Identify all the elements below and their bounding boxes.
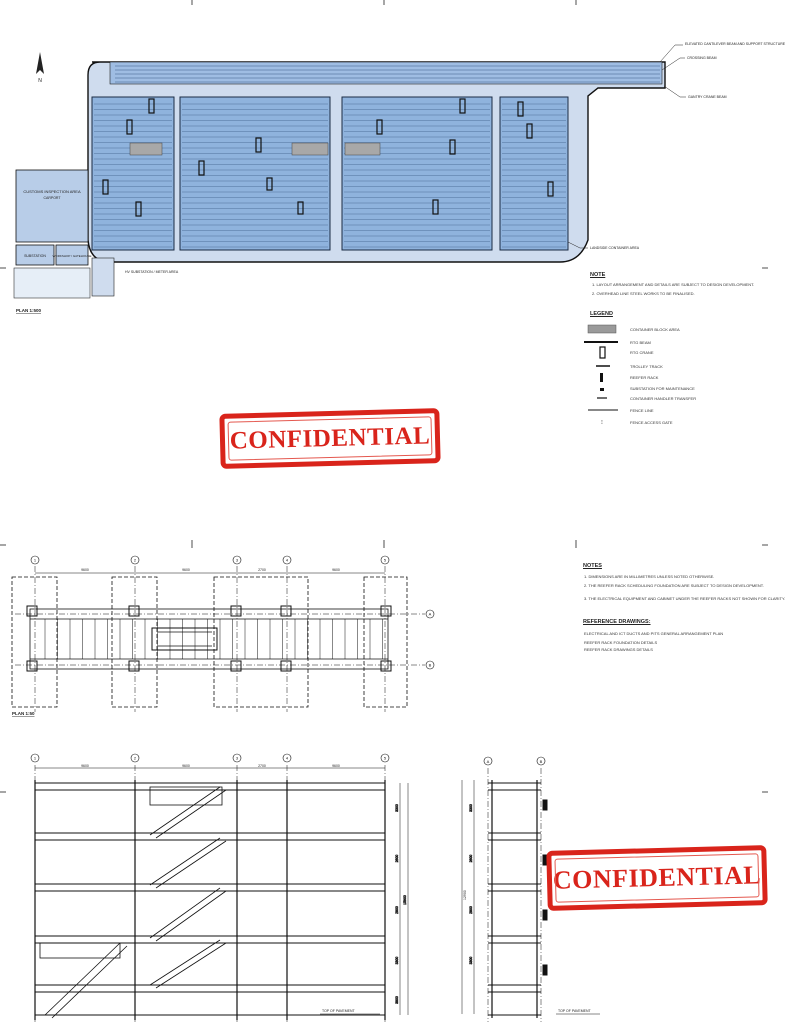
level-dim-label: 3800 (395, 996, 399, 1004)
footing-outlines (12, 577, 407, 707)
notes-mid-item: 3. THE ELECTRICAL EQUIPMENT AND CABINET UNDER THE REEFER RACKS NOT SHOWN FOR CLARITY. (584, 596, 785, 601)
row-bubbles (426, 610, 434, 669)
level-dim-label: 2800 (395, 906, 399, 914)
side-grid-b: B (539, 759, 543, 764)
legend-item-label: FENCE ACCESS GATE (630, 420, 673, 425)
side-dim-label: 2600 (469, 854, 473, 863)
legend-heading: LEGEND (590, 311, 613, 317)
spacing-label: 2700 (258, 764, 266, 768)
container-block (180, 97, 330, 250)
structure-plan (12, 566, 425, 712)
customs-label: CUSTOMS INSPECTION AREA (23, 189, 81, 194)
legend-symbols (584, 325, 618, 426)
notes-mid-heading: NOTES (583, 563, 602, 569)
structure-frame (30, 609, 388, 669)
level-dim-label: 3300 (395, 956, 399, 965)
grid-bubbles (31, 556, 389, 768)
grid-bubble-label: 2 (133, 755, 137, 761)
customs-sublabel: CARPORT (43, 196, 61, 200)
spacing-label: 9600 (182, 764, 190, 768)
level-dim-label: 3300 (395, 804, 399, 812)
reference-item: ELECTRICAL AND ICT DUCTS AND PITS GENERAL ARRANGEMENT PLAN (584, 631, 724, 636)
legend-item-label: RTG CRANE (630, 350, 654, 355)
north-arrow-icon (36, 52, 44, 84)
substation-icon (600, 388, 604, 391)
stair-landings (40, 787, 222, 958)
side-dim-label: 3300 (469, 804, 473, 812)
grid-bubble-label: 5 (383, 755, 387, 761)
plan-title: PLAN 1:500 (16, 308, 42, 313)
spacing-label: 9600 (81, 568, 89, 572)
container-block (500, 97, 568, 250)
workshop-label: WORKSHOP / GATEHOUSE (52, 254, 92, 258)
reference-item: REEFER RACK DRAWINGS DETAILS (584, 647, 653, 652)
total-dim-label: 15900 (403, 895, 407, 905)
grid-bubble-label: 3 (235, 755, 239, 761)
grid-bubble-label: 2 (133, 557, 137, 563)
elev-levels (35, 783, 385, 1015)
legend-item-label: REEFER RACK (630, 375, 659, 380)
grid-bubble-label: 4 (285, 557, 289, 563)
hv-yard (92, 258, 114, 296)
spacing-label: 9600 (332, 764, 340, 768)
hv-label: HV SUBSTATION / METER AREA (125, 270, 179, 274)
container-block (342, 97, 492, 250)
spacing-label: 9600 (81, 764, 89, 768)
confidential-stamp: CONFIDENTIAL (219, 408, 440, 469)
side-dim-label: 2800 (469, 906, 473, 914)
grid-bubble-label: 3 (235, 557, 239, 563)
row-bubble-label: B (428, 662, 432, 668)
site-plan (14, 42, 785, 313)
legend-item-label: CONTAINER HANDLER TRANSFER (630, 396, 697, 401)
grid-bubble-label: 1 (33, 557, 37, 563)
reference-heading: REFERENCE DRAWINGS: (583, 619, 651, 625)
row-bubble-label: A (428, 611, 432, 617)
legend-item-label: SUBSTATION FOR MAINTENANCE (630, 386, 695, 391)
block-swatch-icon (588, 325, 616, 333)
side-dim-label: 3300 (469, 956, 473, 965)
callout-gantry: GANTRY CRANE BEAM (688, 95, 727, 99)
structure-plan-title: PLAN 1:50 (12, 711, 35, 716)
front-elevation (35, 765, 473, 1022)
legend-item-label: FENCE LINE (630, 408, 654, 413)
legend-item-label: RTG BEAM (630, 340, 651, 345)
callout-crossing-beam: CROSSING BEAM (687, 56, 717, 60)
spacing-label: 9600 (182, 568, 190, 572)
confidential-stamp: CONFIDENTIAL (546, 845, 767, 911)
side-grid-a: A (486, 759, 490, 764)
hv-area (14, 268, 90, 298)
spacing-label: 2700 (258, 568, 266, 572)
side-total-dim: 12900 (463, 890, 467, 900)
container-block (92, 97, 174, 250)
reference-item: REEFER RACK FOUNDATION DETAILS (584, 640, 658, 645)
notes-top-heading: NOTE (590, 272, 606, 278)
spacing-label: 9600 (332, 568, 340, 572)
svg-text:N: N (38, 78, 42, 84)
substation-label: SUBSTATION (24, 254, 46, 258)
crane-icon (600, 347, 605, 358)
top-of-pavement-label: TOP OF PAVEMENT (322, 1009, 355, 1013)
column-pads (27, 606, 391, 671)
rack-icon (600, 373, 603, 382)
notes-top-item: 2. OVERHEAD LINE STEEL WORKS TO BE FINALISED. (592, 291, 695, 296)
level-dim-label: 2600 (395, 854, 399, 863)
notes-mid-item: 2. THE REEFER RACK SCHEDULING FOUNDATION ARE SUBJECT TO DESIGN DEVELOPMENT. (584, 583, 764, 588)
grid-bubble-label: 4 (285, 755, 289, 761)
callout-cantilever: ELEVATED CANTILEVER BEAM AND SUPPORT STRUCTURE (685, 42, 785, 46)
notes-mid-item: 1. DIMENSIONS ARE IN MILLIMETRES UNLESS NOTED OTHERWISE. (584, 574, 715, 579)
cantilever-strip (110, 62, 662, 84)
gate-icon: ⁝ (601, 420, 603, 426)
customs-building (16, 170, 88, 242)
callout-landside: LANDSIDE CONTAINER AREA (590, 246, 640, 250)
side-top-of-pavement: TOP OF PAVEMENT (558, 1009, 591, 1013)
legend-item-label: TROLLEY TRACK (630, 364, 663, 369)
elevation-dimensions (395, 783, 473, 1015)
legend-item-label: CONTAINER BLOCK AREA (630, 327, 680, 332)
notes-top-item: 1. LAYOUT ARRANGEMENT AND DETAILS ARE SUBJECT TO DESIGN DEVELOPMENT. (592, 282, 755, 287)
side-levels (488, 780, 547, 1018)
grid-bubble-label: 5 (383, 557, 387, 563)
grid-bubble-label: 1 (33, 755, 37, 761)
